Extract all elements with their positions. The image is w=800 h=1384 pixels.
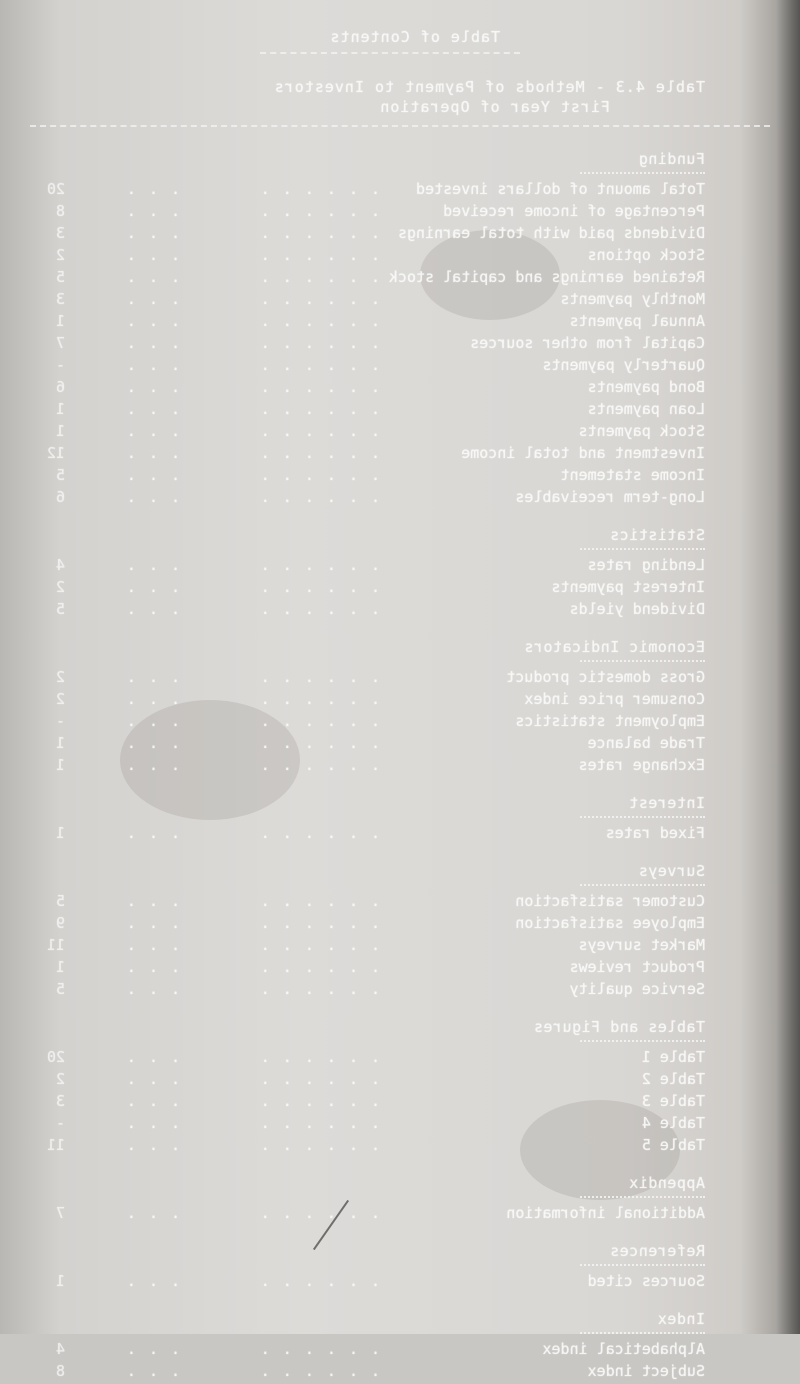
leader-dots: . . . [124, 334, 180, 352]
leader-dots: . . . [124, 246, 180, 264]
leader-dots: . . . [124, 180, 180, 198]
toc-entry-page: 6 [55, 488, 65, 506]
toc-entry-label: Employment statistics [515, 712, 705, 730]
toc-entry-label: Monthly payments [560, 290, 705, 308]
toc-entry-label: Annual payments [569, 312, 705, 330]
toc-entry-page: 1 [55, 824, 65, 842]
toc-entry-label: Employee satisfaction [515, 914, 705, 932]
leader-dots: . . . . . . [258, 1070, 380, 1088]
leader-dots: . . . [124, 1340, 180, 1358]
toc-entry [0, 578, 800, 600]
section-heading-underline [580, 1264, 705, 1266]
leader-dots: . . . . . . [258, 824, 380, 842]
toc-entry [0, 312, 800, 334]
section-heading: References [609, 1242, 705, 1260]
leader-dots: . . . [124, 690, 180, 708]
toc-entry [0, 1136, 800, 1158]
toc-entry-page: 9 [55, 914, 65, 932]
section-heading-underline [580, 1040, 705, 1042]
toc-entry-page: 5 [55, 980, 65, 998]
leader-dots: . . . [124, 578, 180, 596]
leader-dots: . . . . . . [258, 556, 380, 574]
section-heading: Funding [638, 150, 705, 168]
section-heading: Appendix [628, 1174, 705, 1192]
leader-dots: . . . [124, 202, 180, 220]
leader-dots: . . . [124, 466, 180, 484]
toc-entry [0, 268, 800, 290]
toc-entry-label: Customer satisfaction [515, 892, 705, 910]
toc-entry [0, 466, 800, 488]
toc-entry [0, 334, 800, 356]
toc-entry-label: Table 4 [641, 1114, 705, 1132]
toc-entry-label: Fixed rates [605, 824, 705, 842]
leader-dots: . . . . . . [258, 444, 380, 462]
leader-dots: . . . . . . [258, 914, 380, 932]
toc-entry-page: - [55, 356, 65, 374]
leader-dots: . . . [124, 400, 180, 418]
toc-entry-page: - [55, 1114, 65, 1132]
leader-dots: . . . [124, 600, 180, 618]
toc-entry-page: 20 [46, 1048, 65, 1066]
section-heading-underline [580, 548, 705, 550]
toc-entry [0, 1070, 800, 1092]
leader-dots: . . . . . . [258, 1362, 380, 1380]
leader-dots: . . . [124, 422, 180, 440]
section-heading: Surveys [638, 862, 705, 880]
toc-entry-label: Table 2 [641, 1070, 705, 1088]
leader-dots: . . . . . . [258, 290, 380, 308]
leader-dots: . . . [124, 734, 180, 752]
leader-dots: . . . . . . [258, 466, 380, 484]
leader-dots: . . . . . . [258, 958, 380, 976]
leader-dots: . . . . . . [258, 756, 380, 774]
toc-entry-label: Product reviews [569, 958, 705, 976]
leader-dots: . . . [124, 1136, 180, 1154]
toc-entry-label: Retained earnings and capital stock [388, 268, 705, 286]
toc-entry-page: 3 [55, 290, 65, 308]
toc-entry-page: 7 [55, 334, 65, 352]
leader-dots: . . . [124, 936, 180, 954]
section-heading: Index [657, 1310, 705, 1328]
leader-dots: . . . [124, 1048, 180, 1066]
toc-entry-page: 3 [55, 224, 65, 242]
leader-dots: . . . [124, 1114, 180, 1132]
page-edge-shadow [776, 0, 800, 1334]
page-title: Table of Contents [329, 28, 500, 46]
toc-entry-page: 1 [55, 1272, 65, 1290]
leader-dots: . . . [124, 556, 180, 574]
leader-dots: . . . . . . [258, 378, 380, 396]
toc-entry-label: Table 5 [641, 1136, 705, 1154]
toc-entry [0, 202, 800, 224]
toc-entry [0, 400, 800, 422]
leader-dots: . . . . . . [258, 578, 380, 596]
leader-dots: . . . [124, 980, 180, 998]
toc-entry-label: Stock payments [578, 422, 705, 440]
leader-dots: . . . . . . [258, 1048, 380, 1066]
toc-entry-page: - [55, 712, 65, 730]
toc-entry-label: Percentage of income received [443, 202, 705, 220]
toc-entry-page: 1 [55, 400, 65, 418]
toc-entry [0, 356, 800, 378]
leader-dots: . . . . . . [258, 668, 380, 686]
toc-entry-page: 1 [55, 422, 65, 440]
toc-entry [0, 756, 800, 778]
leader-dots: . . . . . . [258, 488, 380, 506]
toc-entry-label: Gross domestic product [506, 668, 705, 686]
section-heading-underline [580, 1332, 705, 1334]
leader-dots: . . . . . . [258, 246, 380, 264]
toc-entry [0, 488, 800, 510]
toc-entry-page: 1 [55, 958, 65, 976]
leader-dots: . . . . . . [258, 712, 380, 730]
leader-dots: . . . . . . [258, 180, 380, 198]
leader-dots: . . . . . . [258, 356, 380, 374]
leader-dots: . . . [124, 756, 180, 774]
leader-dots: . . . . . . [258, 1204, 380, 1222]
toc-entry-page: 5 [55, 600, 65, 618]
toc-entry-label: Exchange rates [578, 756, 705, 774]
toc-entry-page: 8 [55, 1362, 65, 1380]
leader-dots: . . . [124, 224, 180, 242]
toc-entry-page: 2 [55, 1070, 65, 1088]
leader-dots: . . . [124, 1204, 180, 1222]
toc-entry [0, 1204, 800, 1226]
toc-entry-page: 5 [55, 466, 65, 484]
toc-entry-page: 5 [55, 892, 65, 910]
toc-entry-label: Bond payments [587, 378, 705, 396]
toc-entry-page: 1 [55, 734, 65, 752]
leader-dots: . . . [124, 378, 180, 396]
leader-dots: . . . . . . [258, 1114, 380, 1132]
toc-entry [0, 1114, 800, 1136]
toc-entry-page: 2 [55, 690, 65, 708]
toc-entry [0, 958, 800, 980]
toc-entry [0, 980, 800, 1002]
section-heading-underline [580, 816, 705, 818]
toc-entry-label: Consumer price index [524, 690, 705, 708]
toc-entry [0, 1340, 800, 1362]
toc-entry [0, 290, 800, 312]
leader-dots: . . . [124, 1092, 180, 1110]
toc-entry-label: Interest payments [551, 578, 705, 596]
title-underline [260, 52, 520, 57]
section-heading: Statistics [609, 526, 705, 544]
leader-dots: . . . . . . [258, 690, 380, 708]
toc-entry [0, 422, 800, 444]
leader-dots: . . . [124, 312, 180, 330]
section-heading-underline [580, 172, 705, 174]
leader-dots: . . . [124, 268, 180, 286]
toc-entry-label: Sources cited [587, 1272, 705, 1290]
header-line-2: First Year of Operation [379, 98, 610, 116]
leader-dots: . . . . . . [258, 268, 380, 286]
leader-dots: . . . . . . [258, 224, 380, 242]
toc-entry [0, 246, 800, 268]
toc-entry-label: Long-term receivables [515, 488, 705, 506]
toc-entry-page: 4 [55, 556, 65, 574]
toc-entry-label: Service quality [569, 980, 705, 998]
header-line-1: Table 4.3 - Methods of Payment to Investors [273, 78, 705, 96]
header-rule [30, 125, 770, 130]
leader-dots: . . . [124, 914, 180, 932]
toc-entry [0, 1092, 800, 1114]
leader-dots: . . . . . . [258, 1136, 380, 1154]
leader-dots: . . . . . . [258, 936, 380, 954]
toc-entry-page: 20 [46, 180, 65, 198]
leader-dots: . . . . . . [258, 202, 380, 220]
leader-dots: . . . . . . [258, 1272, 380, 1290]
toc-entry-label: Additional information [506, 1204, 705, 1222]
toc-entry-label: Stock options [587, 246, 705, 264]
toc-entry [0, 936, 800, 958]
section-heading-underline [580, 884, 705, 886]
section-heading-underline [580, 660, 705, 662]
leader-dots: . . . . . . [258, 1340, 380, 1358]
toc-entry-label: Subject index [587, 1362, 705, 1380]
section-heading: Economic Indicators [523, 638, 705, 656]
toc-entry-label: Investment and total income [461, 444, 705, 462]
toc-entry [0, 892, 800, 914]
leader-dots: . . . . . . [258, 422, 380, 440]
toc-entry [0, 600, 800, 622]
leader-dots: . . . [124, 1362, 180, 1380]
leader-dots: . . . [124, 290, 180, 308]
toc-entry [0, 734, 800, 756]
leader-dots: . . . . . . [258, 1092, 380, 1110]
leader-dots: . . . . . . [258, 400, 380, 418]
toc-entry-page: 2 [55, 578, 65, 596]
toc-entry-label: Alphabetical index [542, 1340, 705, 1358]
toc-entry [0, 224, 800, 246]
toc-entry [0, 914, 800, 936]
toc-entry-page: 1 [55, 312, 65, 330]
toc-entry-page: 3 [55, 1092, 65, 1110]
toc-entry-label: Table 1 [641, 1048, 705, 1066]
section-heading: Tables and Figures [533, 1018, 705, 1036]
toc-entry [0, 556, 800, 578]
toc-entry [0, 1048, 800, 1070]
toc-entry-page: 2 [55, 246, 65, 264]
leader-dots: . . . . . . [258, 600, 380, 618]
section-heading: Interest [628, 794, 705, 812]
toc-entry-page: 12 [46, 444, 65, 462]
section-heading-underline [580, 1196, 705, 1198]
toc-entry-page: 1 [55, 756, 65, 774]
toc-entry-page: 6 [55, 378, 65, 396]
toc-entry-page: 11 [46, 1136, 65, 1154]
leader-dots: . . . [124, 1070, 180, 1088]
toc-entry-page: 5 [55, 268, 65, 286]
toc-entry-label: Total amount of dollars invested [416, 180, 705, 198]
leader-dots: . . . [124, 824, 180, 842]
leader-dots: . . . [124, 488, 180, 506]
leader-dots: . . . . . . [258, 892, 380, 910]
toc-entry [0, 824, 800, 846]
leader-dots: . . . [124, 668, 180, 686]
leader-dots: . . . . . . [258, 980, 380, 998]
toc-entry [0, 378, 800, 400]
leader-dots: . . . . . . [258, 334, 380, 352]
toc-entry-page: 7 [55, 1204, 65, 1222]
toc-entry [0, 668, 800, 690]
toc-entry-page: 2 [55, 668, 65, 686]
toc-entry-label: Quarterly payments [542, 356, 705, 374]
toc-entry-label: Lending rates [587, 556, 705, 574]
leader-dots: . . . [124, 356, 180, 374]
toc-entry-label: Table 3 [641, 1092, 705, 1110]
toc-entry-label: Capital from other sources [470, 334, 705, 352]
leader-dots: . . . [124, 958, 180, 976]
leader-dots: . . . [124, 1272, 180, 1290]
toc-entry [0, 1362, 800, 1384]
toc-entry-page: 4 [55, 1340, 65, 1358]
toc-entry-page: 11 [46, 936, 65, 954]
toc-entry-label: Dividend yields [569, 600, 705, 618]
toc-entry-label: Market surveys [578, 936, 705, 954]
toc-entry-label: Income statement [560, 466, 705, 484]
leader-dots: . . . . . . [258, 734, 380, 752]
toc-entry-label: Loan payments [587, 400, 705, 418]
toc-entry [0, 1272, 800, 1294]
toc-entry [0, 444, 800, 466]
toc-entry-label: Dividends paid with total earnings [397, 224, 705, 242]
leader-dots: . . . [124, 892, 180, 910]
toc-entry [0, 690, 800, 712]
toc-entry-page: 8 [55, 202, 65, 220]
toc-entry [0, 712, 800, 734]
leader-dots: . . . [124, 712, 180, 730]
toc-entry-label: Trade balance [587, 734, 705, 752]
leader-dots: . . . . . . [258, 312, 380, 330]
leader-dots: . . . [124, 444, 180, 462]
toc-entry [0, 180, 800, 202]
